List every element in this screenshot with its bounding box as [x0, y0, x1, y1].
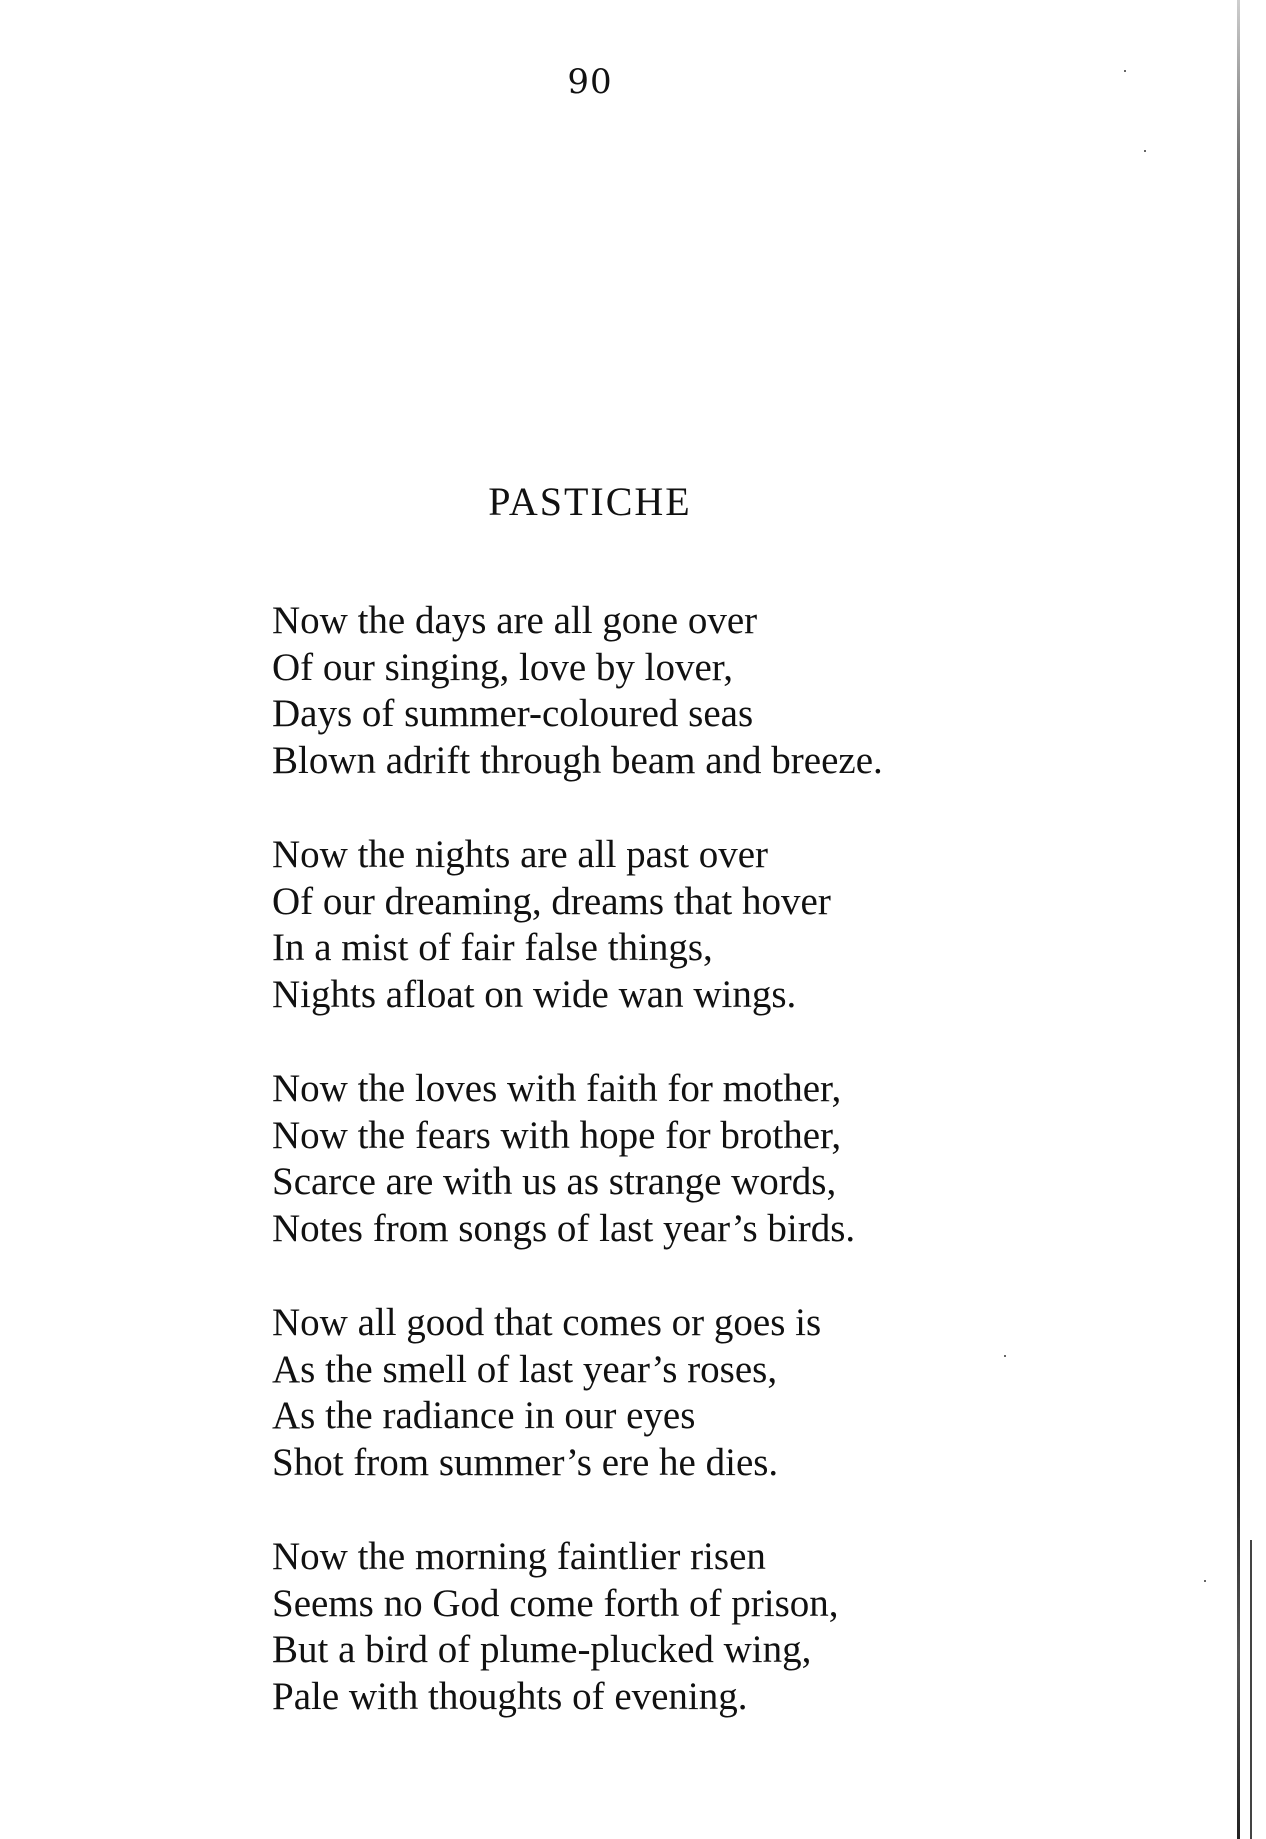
poem-line: Of our singing, love by lover, [272, 645, 733, 689]
poem-body [272, 598, 1032, 1768]
poem-line: Now the nights are all past over [272, 833, 769, 876]
poem-line: Now the days are all gone over [272, 599, 758, 642]
poem-line: Scarce are with us as strange words, [272, 1160, 837, 1203]
poem-line: Seems no God come forth of prison, [272, 1581, 839, 1625]
poem-line: But a bird of plume-plucked wing, [272, 1628, 812, 1671]
scan-edge-shadow-secondary [1250, 1540, 1252, 1839]
page-number: 90 [567, 62, 613, 102]
scan-edge-shadow [1237, 0, 1240, 1839]
stanza-3 [272, 1066, 1032, 1252]
poem-line: Now the fears with hope for brother, [272, 1113, 842, 1157]
poem-line: Days of summer-coloured seas [272, 692, 754, 735]
scan-speck [1124, 70, 1126, 72]
poem-line: Pale with thoughts of evening. [272, 1674, 748, 1718]
poem-line: In a mist of fair false things, [272, 926, 713, 969]
scan-speck [1004, 1355, 1006, 1357]
poem-line: As the smell of last year’s roses, [272, 1347, 778, 1391]
poem-line: Now all good that comes or goes is [272, 1301, 822, 1344]
poem-line: Notes from songs of last year’s birds. [272, 1206, 856, 1250]
poem-line: Now the loves with faith for mother, [272, 1067, 842, 1110]
poem-line: Of our dreaming, dreams that hover [272, 879, 831, 923]
scan-speck [1144, 150, 1146, 152]
stanza-5 [272, 1534, 1032, 1720]
poem-line: Now the morning faintlier risen [272, 1535, 766, 1578]
poem-line: As the radiance in our eyes [272, 1394, 696, 1437]
poem-line: Blown adrift through beam and breeze. [272, 738, 883, 782]
stanza-4 [272, 1300, 1032, 1486]
scan-speck [1204, 1580, 1206, 1582]
poem-line: Nights afloat on wide wan wings. [272, 972, 797, 1016]
poem-line: Shot from summer’s ere he dies. [272, 1440, 779, 1484]
stanza-2 [272, 832, 1032, 1018]
stanza-1 [272, 598, 1032, 784]
poem-title: PASTICHE [488, 479, 692, 524]
